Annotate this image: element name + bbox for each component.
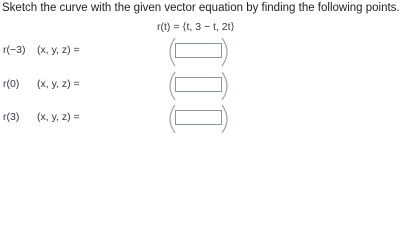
- answer-input[interactable]: [175, 77, 222, 92]
- answer-input[interactable]: [175, 43, 222, 58]
- instruction-text: Sketch the curve with the given vector equation by finding the following points.: [2, 2, 400, 14]
- right-paren-icon: [219, 104, 235, 134]
- coordinate-lhs: (x, y, z) =: [37, 111, 80, 123]
- point-row: [0, 104, 350, 134]
- coordinate-lhs: (x, y, z) =: [37, 44, 80, 56]
- point-row: [0, 37, 350, 67]
- point-label: r(−3): [3, 44, 26, 56]
- right-paren-icon: [219, 71, 235, 101]
- coordinate-lhs: (x, y, z) =: [37, 78, 80, 90]
- point-label: r(3): [3, 111, 20, 123]
- vector-equation: r(t) = ⟨t, 3 − t, 2t⟩: [157, 21, 235, 33]
- right-paren-icon: [219, 37, 235, 67]
- answer-input[interactable]: [175, 110, 222, 125]
- point-row: [0, 71, 350, 101]
- point-label: r(0): [3, 78, 20, 90]
